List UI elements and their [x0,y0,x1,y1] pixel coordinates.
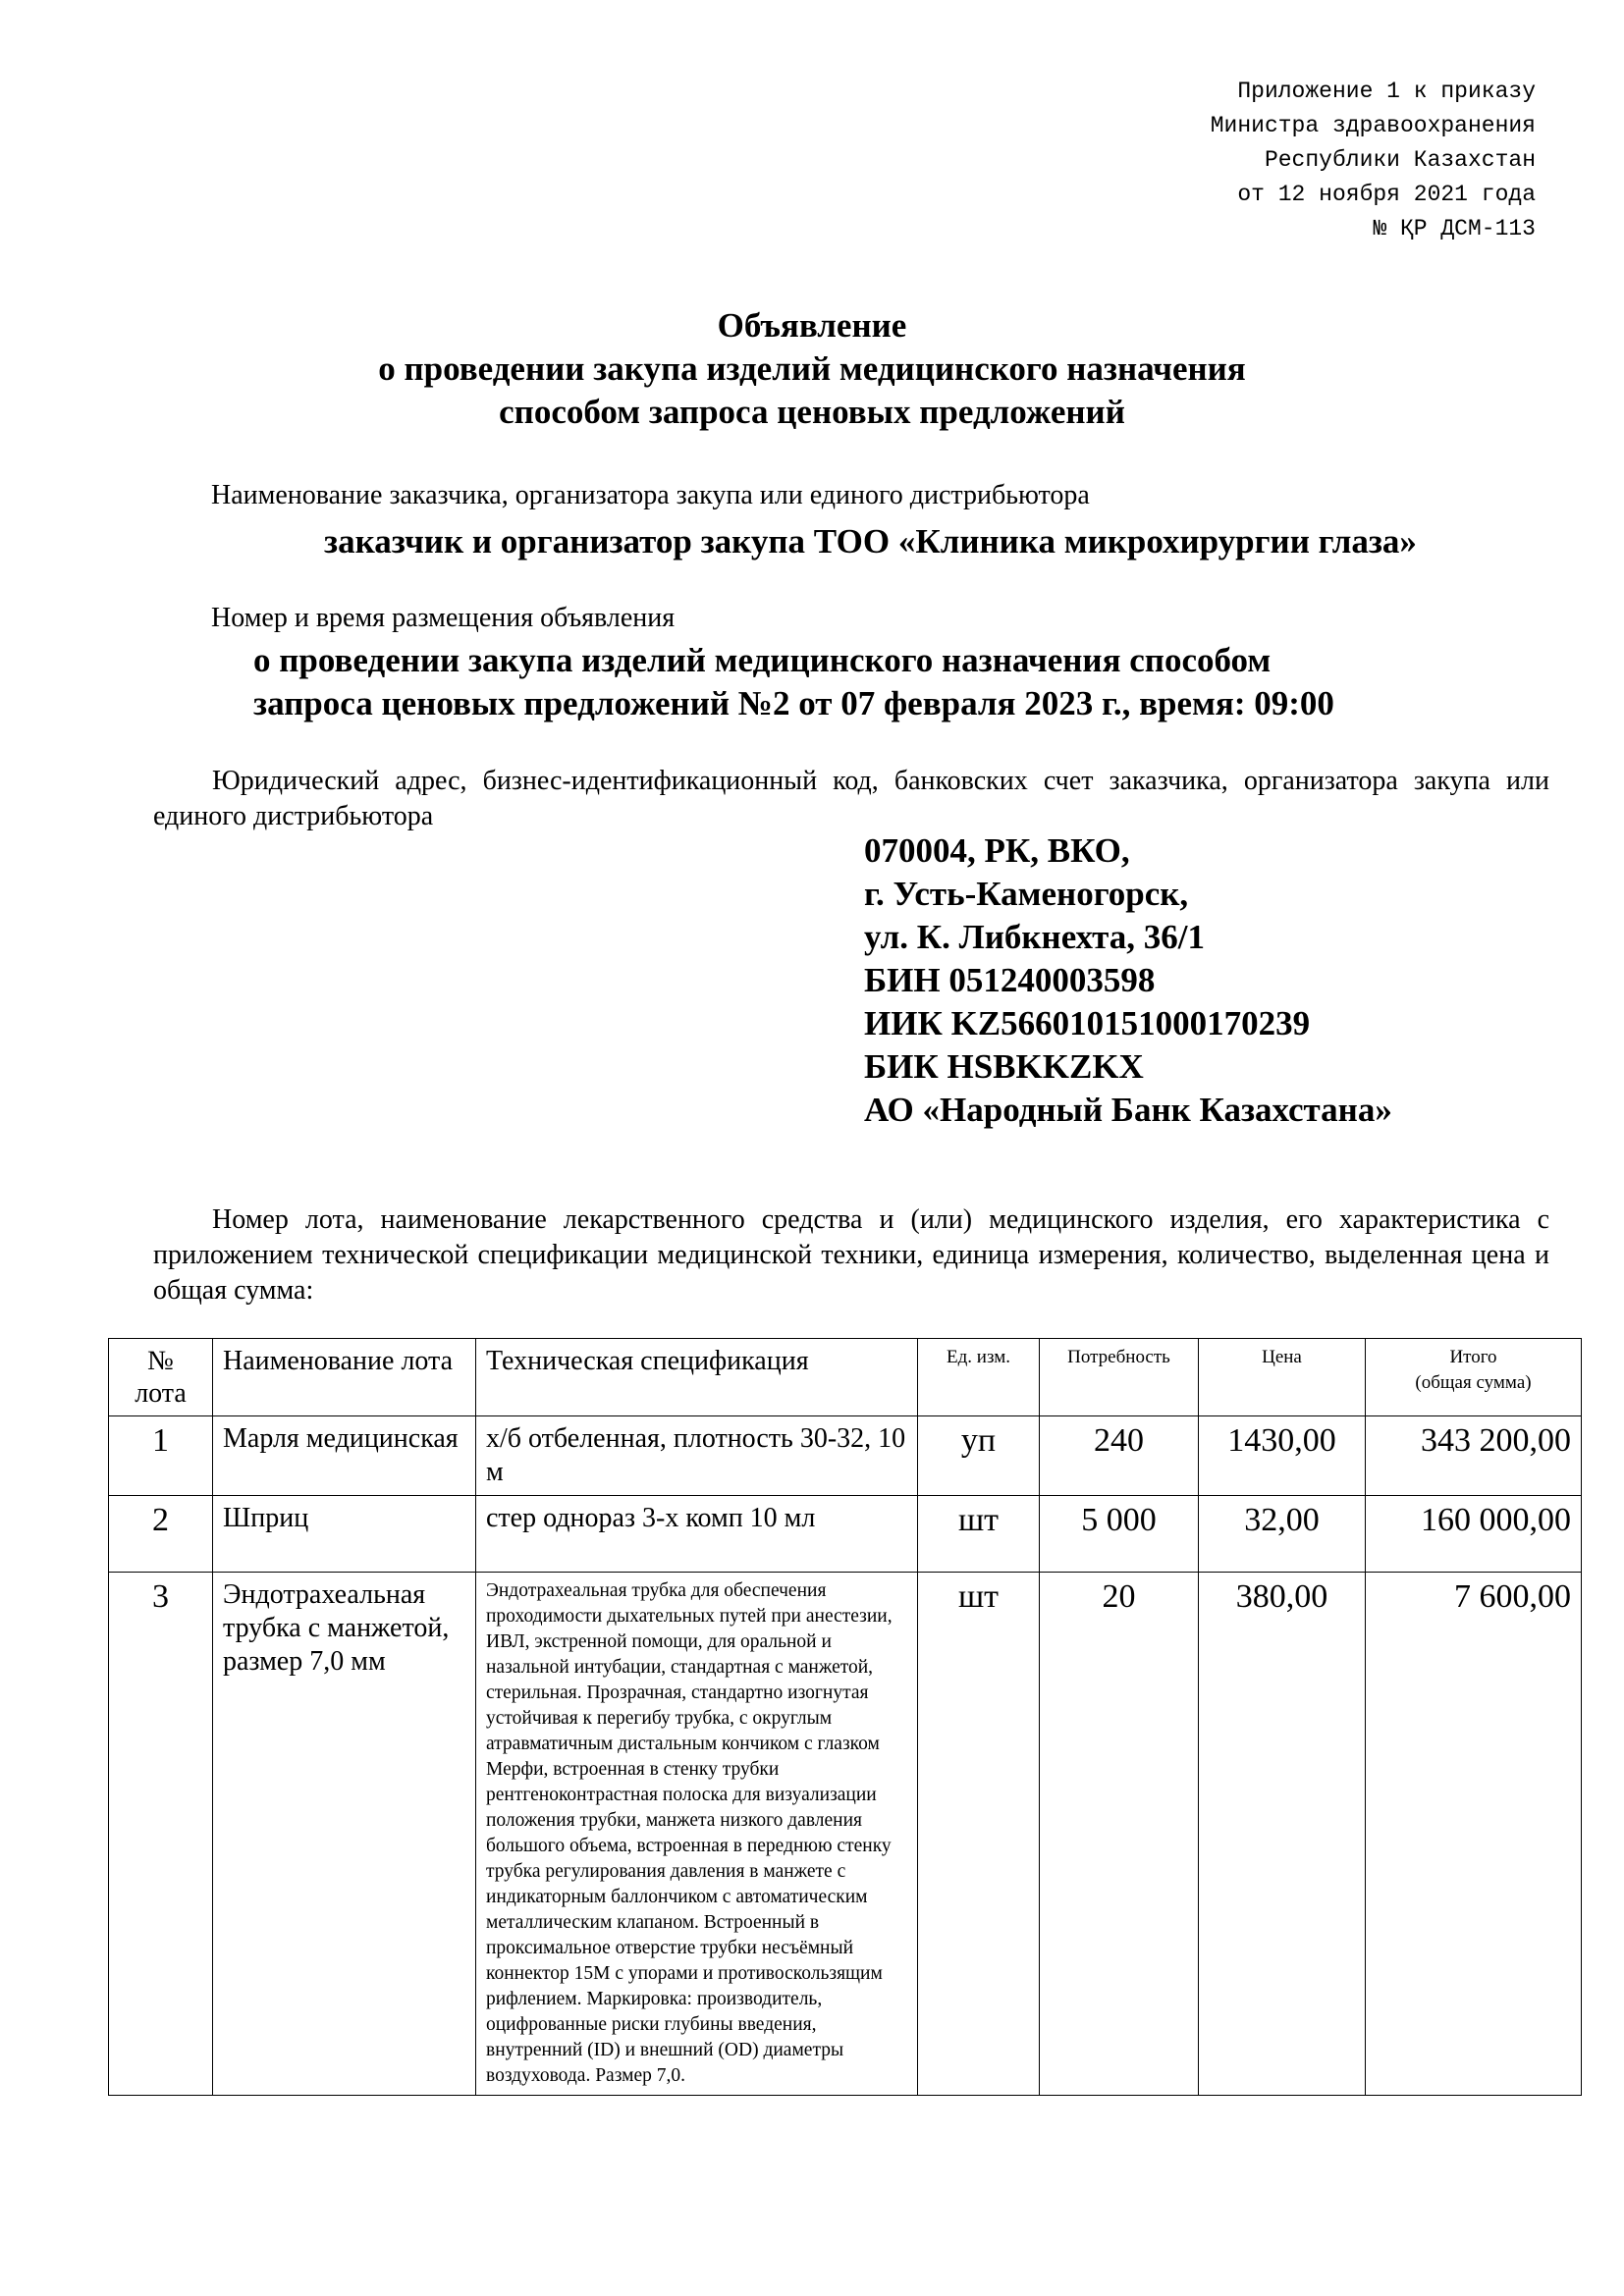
cell-spec: Эндотрахеальная трубка для обеспечения проходимости дыхательных путей при анестезии, ИВЛ, экстренной помощи, для оральной и назальной интубации, стандартная с манжетой, стерильная. Прозрачная, стандартно изогнутая устойчивая к перегибу трубка, с округлым атравматичным дистальным кончиком с глазком Мерфи, встроенная в стенку трубки рентгеноконтрастная полоска для визуализации положения трубки, манжета низкого давления большого объема, встроенная в переднюю стенку трубка регулирования давления в манжете с индикаторным баллончиком с автоматическим металлическим клапаном. Встроенный в проксимальное отверстие трубки несъёмный коннектор 15М с упорами и противоскользящим рифлением. Маркировка: производитель, оцифрованные риски глубины введения, внутренний (ID) и внешний (OD) диаметры воздуховода. Размер 7,0. [476,1573,918,2096]
address-line: БИК HSBKKZKX [864,1047,1144,1086]
title-line: о проведении закупа изделий медицинского назначения [378,349,1246,388]
lots-intro: Номер лота, наименование лекарственного средства и (или) медицинского изделия, его характеристика с приложением технической спецификации медицинской техники, единица измерения, количество, выделенная цена и общая сумма: [153,1204,1549,1306]
table-row [109,1573,1582,2096]
annex-line: от 12 ноября 2021 года [1237,182,1536,207]
lots-table [108,1338,1582,2096]
address-line: ИИК KZ566010151000170239 [864,1004,1311,1042]
address-line: БИН 051240003598 [864,961,1156,999]
cell-total: 343 200,00 [1366,1416,1582,1496]
title-line: способом запроса ценовых предложений [499,393,1125,431]
header-spec: Техническая спецификация [476,1339,918,1416]
cell-spec: х/б отбеленная, плотность 30-32, 10 м [476,1416,918,1496]
cell-unit: шт [918,1573,1040,2096]
table-row [109,1496,1582,1573]
address-line: г. Усть-Каменогорск, [864,875,1189,913]
table-header-row [109,1339,1582,1416]
annex-line: № ҚР ДСМ-113 [1373,216,1536,241]
cell-price: 32,00 [1199,1496,1366,1573]
annex-line: Республики Казахстан [1264,147,1536,173]
cell-num: 1 [109,1416,213,1496]
cell-num: 3 [109,1573,213,2096]
annex-line: Министра здравоохранения [1210,113,1536,138]
header-num: № лота [109,1339,213,1416]
cell-price: 380,00 [1199,1573,1366,2096]
header-total [1366,1339,1582,1416]
cell-qty: 240 [1040,1416,1199,1496]
cell-spec: стер однораз 3-х комп 10 мл [476,1496,918,1573]
announcement-line: о проведении закупа изделий медицинского назначения способом [253,641,1272,679]
announcement-label: Номер и время размещения объявления [211,603,676,633]
customer-label: Наименование заказчика, организатора закупа или единого дистрибьютора [211,480,1090,510]
header-name: Наименование лота [213,1339,476,1416]
annex-line: Приложение 1 к приказу [1237,79,1536,104]
cell-unit: шт [918,1496,1040,1573]
header-qty: Потребность [1040,1339,1199,1416]
cell-price: 1430,00 [1199,1416,1366,1496]
document-title [0,304,1624,434]
header-price: Цена [1199,1339,1366,1416]
address-line: АО «Народный Банк Казахстана» [864,1091,1392,1129]
cell-num: 2 [109,1496,213,1573]
announcement-value [253,639,1334,725]
cell-unit: уп [918,1416,1040,1496]
table-row [109,1416,1582,1496]
cell-total: 160 000,00 [1366,1496,1582,1573]
customer-value: заказчик и организатор закупа ТОО «Клиника микрохирургии глаза» [324,522,1417,561]
header-unit: Ед. изм. [918,1339,1040,1416]
legal-address [864,829,1392,1132]
cell-qty: 20 [1040,1573,1199,2096]
annex-block [1211,75,1536,246]
title-line: Объявление [717,306,907,345]
cell-qty: 5 000 [1040,1496,1199,1573]
cell-name: Эндотрахеальная трубка с манжетой, размер 7,0 мм [213,1573,476,2096]
cell-total: 7 600,00 [1366,1573,1582,2096]
address-line: ул. К. Либкнехта, 36/1 [864,918,1206,956]
announcement-line: запроса ценовых предложений №2 от 07 февраля 2023 г., время: 09:00 [253,684,1334,722]
cell-name: Марля медицинская [213,1416,476,1496]
cell-name: Шприц [213,1496,476,1573]
address-line: 070004, РК, ВКО, [864,831,1130,870]
header-total-line: (общая сумма) [1415,1372,1532,1393]
header-total-line: Итого [1449,1347,1497,1367]
legal-label: Юридический адрес, бизнес-идентификационный код, банковских счет заказчика, организатора закупа или единого дистрибьютора [153,766,1549,831]
